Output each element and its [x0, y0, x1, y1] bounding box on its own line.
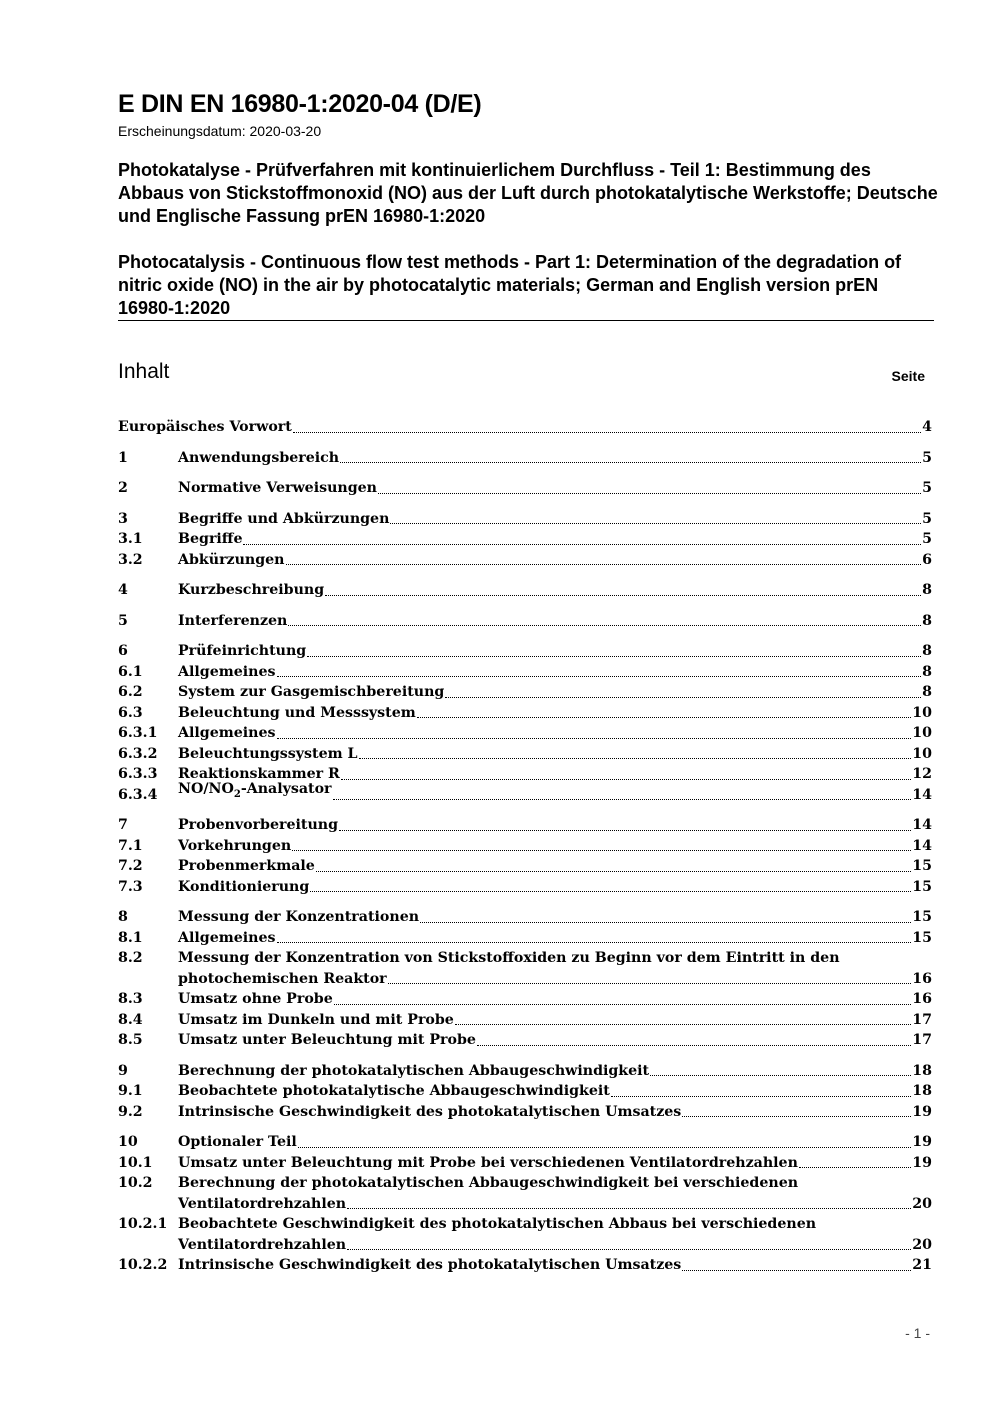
- toc-entry[interactable]: [118, 1173, 932, 1214]
- dot-leader: [388, 983, 912, 984]
- toc-entry-number: 3.2: [118, 551, 143, 568]
- toc-entry-label: Allgemeines: [178, 929, 276, 946]
- toc-entry-label-line2: Ventilatordrehzahlen: [178, 1195, 347, 1212]
- dot-leader: [243, 544, 921, 545]
- dot-leader: [477, 1045, 911, 1046]
- toc-entry[interactable]: [118, 856, 932, 877]
- dot-leader: [286, 564, 922, 565]
- toc-entry-number: 10.2.1: [118, 1216, 168, 1232]
- toc-entry-number: 6.1: [118, 663, 143, 680]
- toc-entry-label-line2: photochemischen Reaktor: [178, 970, 387, 987]
- toc-entry-number: 6.3.1: [118, 725, 158, 741]
- toc-entry-page: 10: [912, 704, 932, 721]
- title-divider: [118, 320, 934, 321]
- toc-entry-label: System zur Gasgemischbereitung: [178, 684, 445, 700]
- toc-entry-label: Intrinsische Geschwindigkeit des photokatalytischen Umsatzes: [178, 1103, 682, 1120]
- toc-entry-page: 12: [912, 766, 932, 782]
- toc-entry-number: 10.2.2: [118, 1257, 168, 1273]
- toc-entry-page: 6: [922, 551, 932, 568]
- toc-entry-number: 8.1: [118, 929, 143, 946]
- toc-entry-label: Allgemeines: [178, 725, 276, 741]
- toc-entry[interactable]: [118, 1153, 932, 1174]
- toc-entry-number: 9.2: [118, 1103, 143, 1120]
- toc-entry[interactable]: [118, 641, 932, 662]
- toc-entry-number: 6.3.3: [118, 766, 158, 782]
- dot-leader: [292, 850, 911, 851]
- toc-entry[interactable]: [118, 478, 932, 499]
- dot-leader: [316, 871, 911, 872]
- toc-entry-number: 3.1: [118, 531, 143, 547]
- toc-entry-page: 15: [912, 878, 932, 895]
- toc-entry[interactable]: [118, 550, 932, 571]
- toc-entry-label: Reaktionskammer R: [178, 766, 340, 782]
- dot-leader: [347, 1208, 911, 1209]
- toc-entry-number: 2: [118, 480, 128, 496]
- toc-entry-page: 19: [912, 1154, 932, 1171]
- label-subscript: 2: [233, 788, 241, 800]
- dot-leader: [277, 676, 922, 677]
- toc-entry[interactable]: [118, 1010, 932, 1031]
- dot-leader: [611, 1096, 911, 1097]
- toc-entry-number: 9.1: [118, 1083, 143, 1099]
- toc-entry-label: Beleuchtungssystem L: [178, 745, 358, 762]
- dot-leader: [420, 922, 911, 923]
- dot-leader: [390, 523, 921, 524]
- toc-entry-number: 7.2: [118, 858, 143, 874]
- toc-entry-page: 15: [912, 858, 932, 874]
- toc-entry-page: 8: [922, 643, 932, 659]
- toc-entry[interactable]: [118, 580, 932, 601]
- toc-entry-page: 20: [912, 1236, 932, 1253]
- toc-entry-page: 8: [922, 684, 932, 700]
- toc-entry-label: Konditionierung: [178, 878, 310, 895]
- toc-entry-label: Probenvorbereitung: [178, 817, 338, 833]
- toc-entry-page: 8: [922, 663, 932, 680]
- toc-entry-label: Begriffe: [178, 531, 243, 547]
- toc-entry-page: 10: [912, 745, 932, 762]
- toc-entry-number: 8.5: [118, 1032, 143, 1048]
- dot-leader: [650, 1075, 911, 1076]
- toc-entry-number: 7.1: [118, 837, 143, 854]
- toc-entry-body: [178, 948, 932, 989]
- dot-leader: [417, 717, 911, 718]
- toc-entry-label: Umsatz ohne Probe: [178, 991, 333, 1007]
- toc-entry-page: 15: [912, 929, 932, 946]
- toc-entry-number: 10.2: [118, 1175, 153, 1191]
- dot-leader: [340, 462, 921, 463]
- toc-entry-number: 6.3.4: [118, 786, 158, 803]
- toc-entry-page: 15: [912, 909, 932, 925]
- dot-leader: [307, 656, 921, 657]
- toc-entry[interactable]: [118, 1030, 932, 1051]
- toc-entry[interactable]: [118, 662, 932, 683]
- title-german: Photokatalyse - Prüfverfahren mit kontinuierlichem Durchfluss - Teil 1: Bestimmung des Abbaus von Stickstoffmonoxid (NO) aus der Luft durch photokatalytische Werkstoffe; Deutsche und Englische Fassung prEN 16980-1:2020: [118, 160, 938, 226]
- toc-entry[interactable]: [118, 1061, 932, 1082]
- toc-entry-page: 5: [922, 531, 932, 547]
- toc-entry-label: Probenmerkmale: [178, 858, 315, 874]
- label-part: NO/NO: [178, 780, 234, 797]
- toc-entry-label: Normative Verweisungen: [178, 480, 377, 496]
- dot-leader: [293, 432, 921, 433]
- dot-leader: [799, 1167, 911, 1168]
- toc-entry-label: Europäisches Vorwort: [118, 419, 292, 435]
- toc-entry[interactable]: [118, 928, 932, 949]
- document-id: E DIN EN 16980-1:2020-04 (D/E): [118, 90, 482, 118]
- toc-entry[interactable]: [118, 1214, 932, 1255]
- toc-entry-label: Umsatz unter Beleuchtung mit Probe: [178, 1032, 476, 1048]
- toc-entry-label: Interferenzen: [178, 612, 288, 629]
- toc-entry-label: [178, 779, 332, 805]
- table-of-contents: [118, 417, 932, 1276]
- toc-entry[interactable]: [118, 907, 932, 928]
- release-date: Erscheinungsdatum: 2020-03-20: [118, 123, 322, 139]
- dot-leader: [298, 1147, 911, 1148]
- toc-entry-label: Umsatz im Dunkeln und mit Probe: [178, 1011, 454, 1028]
- toc-entry-number: 10.1: [118, 1154, 153, 1171]
- toc-entry-page: 14: [912, 786, 932, 803]
- toc-entry-number: 9: [118, 1062, 128, 1079]
- toc-entry[interactable]: [118, 529, 932, 550]
- dot-leader: [288, 625, 921, 626]
- toc-entry-line2: [178, 1194, 932, 1215]
- dot-leader: [341, 779, 911, 780]
- toc-entry[interactable]: [118, 1255, 932, 1276]
- toc-heading: Inhalt: [118, 360, 170, 383]
- toc-entry-page: 10: [912, 725, 932, 741]
- toc-entry-page: 21: [912, 1257, 932, 1273]
- label-part: -Analysator: [240, 780, 332, 797]
- dot-leader: [310, 891, 911, 892]
- toc-entry-label: Abkürzungen: [178, 551, 285, 568]
- toc-entry[interactable]: [118, 703, 932, 724]
- toc-entry-page: 19: [912, 1134, 932, 1150]
- dot-leader: [682, 1270, 911, 1271]
- toc-entry-label: Messung der Konzentrationen: [178, 909, 420, 925]
- toc-entry-number: 7: [118, 817, 128, 833]
- toc-entry[interactable]: [118, 1081, 932, 1102]
- toc-entry-page: 19: [912, 1103, 932, 1120]
- toc-entry-number: 6.3: [118, 704, 143, 721]
- toc-entry-page: 16: [912, 991, 932, 1007]
- toc-entry-page: 8: [922, 612, 932, 629]
- toc-entry-number: 1: [118, 449, 128, 466]
- toc-entry-page: 14: [912, 837, 932, 854]
- toc-entry-label-line1: Messung der Konzentration von Stickstoffoxiden zu Beginn vor dem Eintritt in den: [178, 950, 840, 966]
- dot-leader: [347, 1249, 911, 1250]
- toc-entry-label: Allgemeines: [178, 663, 276, 680]
- toc-entry-label: Kurzbeschreibung: [178, 582, 325, 598]
- toc-entry-body: [178, 1173, 932, 1214]
- dot-leader: [339, 830, 911, 831]
- toc-entry-label: Optionaler Teil: [178, 1134, 297, 1150]
- dot-leader: [445, 697, 921, 698]
- toc-entry-label-line2: Ventilatordrehzahlen: [178, 1236, 347, 1253]
- toc-entry[interactable]: [118, 780, 932, 806]
- dot-leader: [378, 493, 921, 494]
- toc-entry-number: 8.3: [118, 991, 143, 1007]
- toc-entry[interactable]: [118, 836, 932, 857]
- toc-entry-body: [178, 1214, 932, 1255]
- toc-entry-label: Berechnung der photokatalytischen Abbaugeschwindigkeit: [178, 1062, 650, 1079]
- toc-entry-page: 8: [922, 582, 932, 598]
- page-column-label: Seite: [891, 368, 925, 384]
- toc-entry[interactable]: [118, 1102, 932, 1123]
- toc-entry-number: 3: [118, 510, 128, 527]
- toc-entry[interactable]: [118, 723, 932, 744]
- toc-entry-number: 6.3.2: [118, 745, 158, 762]
- toc-entry[interactable]: [118, 682, 932, 703]
- toc-entry-number: 6: [118, 643, 128, 659]
- toc-entry-page: 5: [922, 480, 932, 496]
- toc-entry[interactable]: [118, 744, 932, 765]
- toc-entry-number: 8.2: [118, 950, 143, 966]
- toc-entry-number: 5: [118, 612, 128, 629]
- toc-entry[interactable]: [118, 1132, 932, 1153]
- toc-entry-label-line1: Beobachtete Geschwindigkeit des photokatalytischen Abbaus bei verschiedenen: [178, 1216, 817, 1232]
- toc-entry[interactable]: [118, 448, 932, 469]
- toc-entry[interactable]: [118, 417, 932, 438]
- toc-entry-page: 17: [912, 1032, 932, 1048]
- toc-entry[interactable]: [118, 948, 932, 989]
- dot-leader: [325, 595, 921, 596]
- toc-entry-page: 4: [922, 419, 932, 435]
- toc-entry-label: Beobachtete photokatalytische Abbaugeschwindigkeit: [178, 1083, 610, 1099]
- title-english: Photocatalysis - Continuous flow test methods - Part 1: Determination of the degradation of nitric oxide (NO) in the air by photocatalytic materials; German and English version prEN 16980-1:2020: [118, 252, 902, 318]
- toc-entry-label: Umsatz unter Beleuchtung mit Probe bei verschiedenen Ventilatordrehzahlen: [178, 1154, 798, 1171]
- toc-entry[interactable]: [118, 877, 932, 898]
- toc-entry-page: 16: [912, 970, 932, 987]
- dot-leader: [334, 1004, 912, 1005]
- toc-entry-page: 17: [912, 1011, 932, 1028]
- toc-entry-label: Beleuchtung und Messsystem: [178, 704, 416, 721]
- toc-entry-page: 20: [912, 1195, 932, 1212]
- toc-entry-number: 8: [118, 909, 128, 925]
- toc-entry-label: Vorkehrungen: [178, 837, 292, 854]
- toc-entry-page: 18: [912, 1083, 932, 1099]
- dot-leader: [277, 942, 912, 943]
- toc-entry-page: 14: [912, 817, 932, 833]
- toc-entry-label: Intrinsische Geschwindigkeit des photokatalytischen Umsatzes: [178, 1257, 682, 1273]
- dot-leader: [277, 738, 912, 739]
- footer-page-number: - 1 -: [905, 1325, 930, 1341]
- toc-entry-number: 8.4: [118, 1011, 143, 1028]
- dot-leader: [359, 758, 912, 759]
- toc-entry[interactable]: [118, 815, 932, 836]
- toc-entry-number: 4: [118, 582, 128, 598]
- toc-entry-label-line1: Berechnung der photokatalytischen Abbaugeschwindigkeit bei verschiedenen: [178, 1175, 799, 1191]
- dot-leader: [455, 1024, 911, 1025]
- dot-leader: [333, 799, 912, 800]
- toc-entry-label: Prüfeinrichtung: [178, 643, 307, 659]
- toc-entry-line2: [178, 969, 932, 990]
- toc-entry[interactable]: [118, 611, 932, 632]
- toc-entry-page: 5: [922, 510, 932, 527]
- toc-entry[interactable]: [118, 509, 932, 530]
- toc-entry-label: Anwendungsbereich: [178, 449, 340, 466]
- toc-entry-number: 10: [118, 1134, 138, 1150]
- dot-leader: [682, 1116, 911, 1117]
- toc-entry-label: Begriffe und Abkürzungen: [178, 510, 390, 527]
- toc-entry-number: 6.2: [118, 684, 143, 700]
- toc-entry-line2: [178, 1235, 932, 1256]
- toc-entry-number: 7.3: [118, 878, 143, 895]
- toc-entry[interactable]: [118, 989, 932, 1010]
- toc-entry-page: 5: [922, 449, 932, 466]
- toc-entry-page: 18: [912, 1062, 932, 1079]
